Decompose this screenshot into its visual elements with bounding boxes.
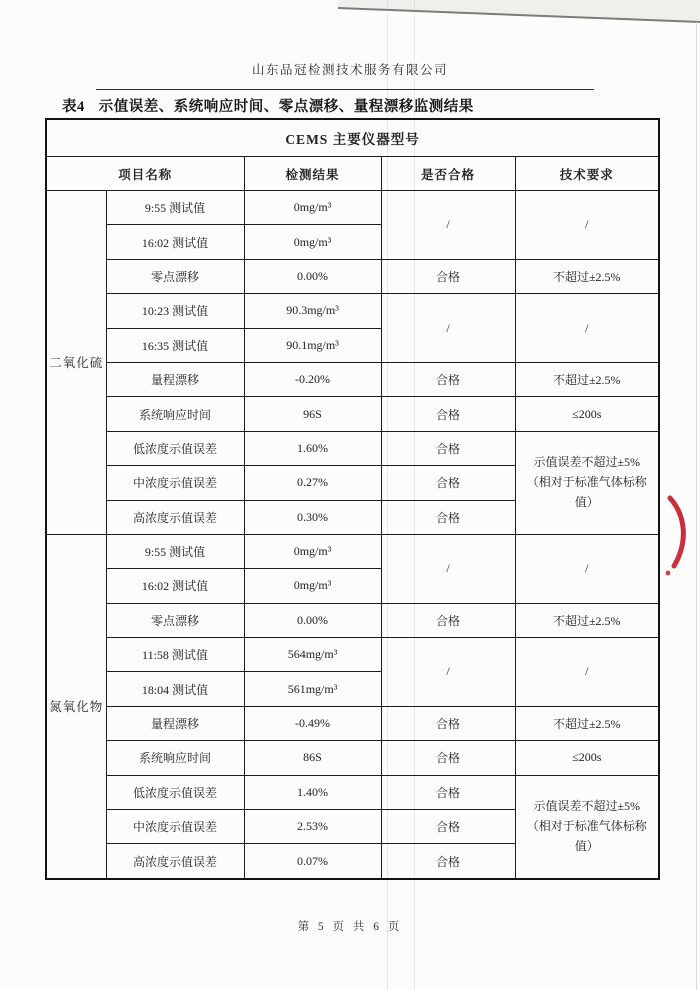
cell-item: 16:02 测试值 bbox=[106, 225, 244, 259]
cell-item: 16:35 测试值 bbox=[106, 328, 244, 362]
cell-requirement: 示值误差不超过±5%（相对于标准气体标称值） bbox=[515, 775, 659, 879]
red-seal-mark bbox=[664, 494, 694, 580]
cell-pass: 合格 bbox=[381, 810, 515, 844]
cell-requirement: / bbox=[515, 191, 659, 260]
cell-requirement: 不超过±2.5% bbox=[515, 706, 659, 740]
cell-pass: / bbox=[381, 638, 515, 707]
table-row bbox=[46, 294, 659, 328]
table-header-row bbox=[46, 119, 659, 157]
cell-requirement: / bbox=[515, 534, 659, 603]
page-number: 第 5 页 共 6 页 bbox=[297, 921, 403, 933]
cell-requirement: 示值误差不超过±5%（相对于标准气体标称值） bbox=[515, 431, 659, 534]
cell-result: -0.20% bbox=[244, 362, 381, 396]
cell-item: 11:58 测试值 bbox=[106, 638, 244, 672]
cell-item: 低浓度示值误差 bbox=[106, 431, 244, 465]
col-header-item: 项目名称 bbox=[46, 157, 244, 191]
cell-result: 86S bbox=[244, 741, 381, 775]
cell-item: 量程漂移 bbox=[106, 706, 244, 740]
cell-result: 96S bbox=[244, 397, 381, 431]
cell-result: 0mg/m³ bbox=[244, 534, 381, 568]
cell-result: 0mg/m³ bbox=[244, 225, 381, 259]
table-row bbox=[46, 534, 659, 568]
cell-result: 90.3mg/m³ bbox=[244, 294, 381, 328]
cell-item: 高浓度示值误差 bbox=[106, 844, 244, 879]
cell-result: 1.60% bbox=[244, 431, 381, 465]
table-label: 表4 bbox=[62, 99, 85, 115]
cell-requirement: ≤200s bbox=[515, 741, 659, 775]
cell-item: 9:55 测试值 bbox=[106, 191, 244, 225]
cell-result: 561mg/m³ bbox=[244, 672, 381, 706]
cell-item: 高浓度示值误差 bbox=[106, 500, 244, 534]
cell-requirement: 不超过±2.5% bbox=[515, 603, 659, 637]
cell-pass: / bbox=[381, 294, 515, 363]
cell-result: 0.07% bbox=[244, 844, 381, 879]
cell-pass: 合格 bbox=[381, 844, 515, 879]
cell-pass: / bbox=[381, 191, 515, 260]
cell-pass: 合格 bbox=[381, 397, 515, 431]
table-header-cems: CEMS 主要仪器型号 bbox=[46, 119, 659, 157]
cell-result: -0.49% bbox=[244, 706, 381, 740]
col-header-requirement: 技术要求 bbox=[515, 157, 659, 191]
col-header-result: 检测结果 bbox=[244, 157, 381, 191]
cell-result: 2.53% bbox=[244, 810, 381, 844]
cell-pass: 合格 bbox=[381, 362, 515, 396]
cell-result: 0.30% bbox=[244, 500, 381, 534]
table-row bbox=[46, 706, 659, 740]
cell-item: 中浓度示值误差 bbox=[106, 810, 244, 844]
table-row bbox=[46, 362, 659, 396]
cell-pass: 合格 bbox=[381, 603, 515, 637]
cell-requirement: 不超过±2.5% bbox=[515, 362, 659, 396]
cell-pass: 合格 bbox=[381, 775, 515, 809]
table-row bbox=[46, 638, 659, 672]
scan-page-edge-artifact bbox=[338, 0, 700, 30]
cell-requirement: / bbox=[515, 638, 659, 707]
cell-pass: 合格 bbox=[381, 500, 515, 534]
cell-item: 9:55 测试值 bbox=[106, 534, 244, 568]
table-title-text: 示值误差、系统响应时间、零点漂移、量程漂移监测结果 bbox=[98, 99, 474, 115]
scan-page-edge-artifact bbox=[696, 22, 697, 990]
table-row bbox=[46, 191, 659, 225]
cell-item: 量程漂移 bbox=[106, 362, 244, 396]
cell-requirement: / bbox=[515, 294, 659, 363]
cell-item: 零点漂移 bbox=[106, 259, 244, 293]
document-title bbox=[62, 95, 642, 116]
table-row bbox=[46, 741, 659, 775]
cell-pass: / bbox=[381, 534, 515, 603]
substance-nox: 氮氧化物 bbox=[46, 534, 106, 878]
header-rule bbox=[96, 89, 594, 90]
cell-requirement: 不超过±2.5% bbox=[515, 259, 659, 293]
cell-pass: 合格 bbox=[381, 466, 515, 500]
table-row bbox=[46, 397, 659, 431]
cell-pass: 合格 bbox=[381, 706, 515, 740]
cell-result: 0mg/m³ bbox=[244, 191, 381, 225]
cell-item: 中浓度示值误差 bbox=[106, 466, 244, 500]
cell-result: 1.40% bbox=[244, 775, 381, 809]
table-row bbox=[46, 431, 659, 465]
cell-pass: 合格 bbox=[381, 259, 515, 293]
cell-result: 0mg/m³ bbox=[244, 569, 381, 603]
column-header-row bbox=[46, 157, 659, 191]
company-name: 山东品冠检测技术服务有限公司 bbox=[251, 63, 448, 77]
cell-item: 低浓度示值误差 bbox=[106, 775, 244, 809]
cell-pass: 合格 bbox=[381, 431, 515, 465]
table-row bbox=[46, 603, 659, 637]
table-row bbox=[46, 259, 659, 293]
substance-so2: 二氧化硫 bbox=[46, 191, 106, 535]
table-row bbox=[46, 775, 659, 809]
cell-item: 16:02 测试值 bbox=[106, 569, 244, 603]
cell-item: 10:23 测试值 bbox=[106, 294, 244, 328]
cell-pass: 合格 bbox=[381, 741, 515, 775]
cell-result: 0.00% bbox=[244, 603, 381, 637]
cell-result: 0.27% bbox=[244, 466, 381, 500]
cell-result: 564mg/m³ bbox=[244, 638, 381, 672]
cell-requirement: ≤200s bbox=[515, 397, 659, 431]
cell-item: 系统响应时间 bbox=[106, 741, 244, 775]
cell-item: 零点漂移 bbox=[106, 603, 244, 637]
results-table bbox=[45, 118, 660, 880]
cell-result: 0.00% bbox=[244, 259, 381, 293]
cell-result: 90.1mg/m³ bbox=[244, 328, 381, 362]
cell-item: 18:04 测试值 bbox=[106, 672, 244, 706]
cell-item: 系统响应时间 bbox=[106, 397, 244, 431]
col-header-pass: 是否合格 bbox=[381, 157, 515, 191]
